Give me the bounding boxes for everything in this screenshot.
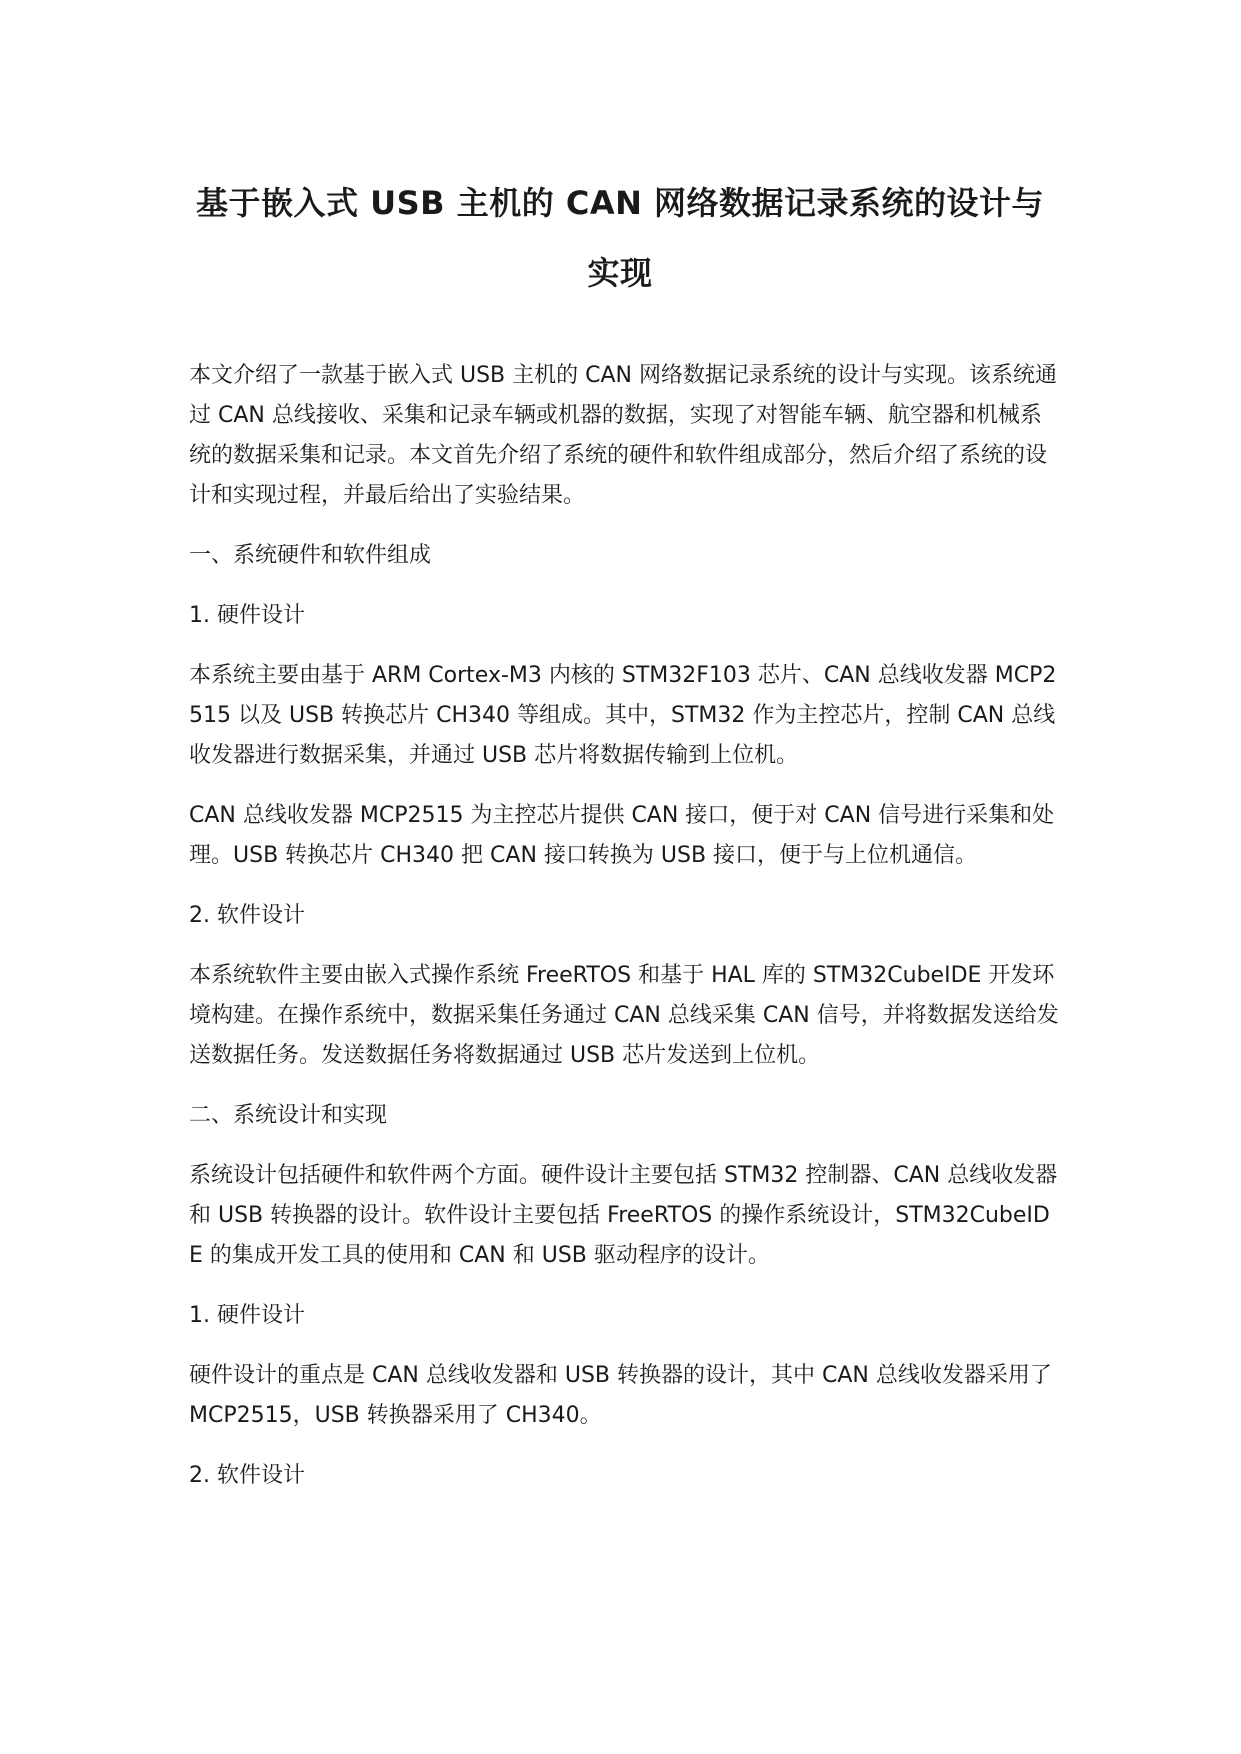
subsection-heading-software-2: 2. 软件设计 [189,1463,305,1488]
subsection-heading-hardware-2: 1. 硬件设计 [189,1303,305,1328]
subsection-heading-hardware: 1. 硬件设计 [189,603,305,628]
section-heading-1: 一、系统硬件和软件组成 [189,543,432,568]
software-paragraph: 本系统软件主要由嵌入式操作系统 FreeRTOS 和基于 HAL 库的 STM32CubeIDE 开发环境构建。在操作系统中，数据采集任务通过 CAN 总线采集 CAN 信号，并将数据发送给发送数据任务。发送数据任务将数据通过 USB 芯片发送到上位机。 [189,963,1059,1068]
document-body [189,356,1059,1516]
design-paragraph: 系统设计包括硬件和软件两个方面。硬件设计主要包括 STM32 控制器、CAN 总线收发器和 USB 转换器的设计。软件设计主要包括 FreeRTOS 的操作系统设计，STM32CubeIDE 的集成开发工具的使用和 CAN 和 USB 驱动程序的设计。 [189,1163,1058,1268]
title-line-1: 基于嵌入式 USB 主机的 CAN 网络数据记录系统的设计与 [195,184,1045,222]
hardware-paragraph-2: CAN 总线收发器 MCP2515 为主控芯片提供 CAN 接口，便于对 CAN 信号进行采集和处理。USB 转换芯片 CH340 把 CAN 接口转换为 USB 接口，便于与上位机通信。 [189,803,1055,868]
document-title [150,168,1090,308]
title-line-2: 实现 [587,254,653,292]
subsection-heading-software: 2. 软件设计 [189,903,305,928]
section-heading-2: 二、系统设计和实现 [189,1103,388,1128]
hardware-paragraph-1: 本系统主要由基于 ARM Cortex-M3 内核的 STM32F103 芯片、CAN 总线收发器 MCP2515 以及 USB 转换芯片 CH340 等组成。其中，STM32 作为主控芯片，控制 CAN 总线收发器进行数据采集，并通过 USB 芯片将数据传输到上位机。 [189,663,1057,768]
intro-paragraph: 本文介绍了一款基于嵌入式 USB 主机的 CAN 网络数据记录系统的设计与实现。该系统通过 CAN 总线接收、采集和记录车辆或机器的数据，实现了对智能车辆、航空器和机械系统的数据采集和记录。本文首先介绍了系统的硬件和软件组成部分，然后介绍了系统的设计和实现过程，并最后给出了实验结果。 [189,363,1058,508]
hardware-design-paragraph: 硬件设计的重点是 CAN 总线收发器和 USB 转换器的设计，其中 CAN 总线收发器采用了 MCP2515，USB 转换器采用了 CH340。 [189,1363,1052,1428]
